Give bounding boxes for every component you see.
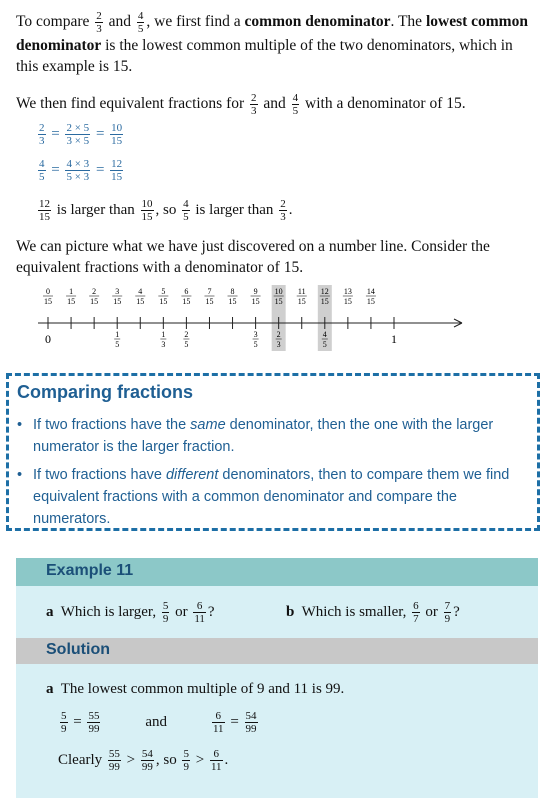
top-label-numerator: 0 — [46, 287, 50, 296]
bottom-label-numerator: 1 — [161, 330, 166, 339]
bottom-label-denominator: 5 — [115, 340, 120, 349]
example-title: Example 11 — [46, 562, 134, 579]
top-label-numerator: 11 — [297, 287, 306, 296]
top-label-numerator: 10 — [274, 287, 283, 296]
bottom-label-denominator: 3 — [161, 340, 166, 349]
solution-title: Solution — [46, 641, 110, 658]
top-label-numerator: 13 — [343, 287, 352, 296]
example-part-a: a Which is larger, $\frac{5}{9}$ or $\frac{6}{11}$ ? — [46, 600, 215, 625]
solution-conclusion: Clearly $\frac{55}{99}$ > $\frac{54}{99}$ , so $\frac{5}{9}$ > $\frac{6}{11}$ . — [58, 748, 229, 773]
bottom-label-numerator: 3 — [253, 330, 258, 339]
number-line — [0, 283, 552, 353]
bullet-different-denominator: • If two fractions have different denominators, then to compare them we find equivalent fractions with a common denominator and compare the numerators. — [17, 464, 517, 530]
top-label-numerator: 7 — [207, 287, 212, 296]
comparing-title: Comparing fractions — [17, 382, 194, 402]
solution-line-1: a The lowest common multiple of 9 and 11 is 99. — [46, 681, 345, 697]
top-label-denominator: 15 — [343, 297, 352, 306]
top-label-denominator: 15 — [159, 297, 168, 306]
bottom-label-numerator: 1 — [115, 330, 120, 339]
bottom-label-numerator: 2 — [276, 330, 281, 339]
top-label-numerator: 9 — [253, 287, 258, 296]
bottom-label-denominator: 5 — [253, 340, 258, 349]
top-label-numerator: 6 — [184, 287, 189, 296]
top-label-denominator: 15 — [44, 297, 52, 306]
top-label-numerator: 14 — [366, 287, 375, 296]
solution-header — [16, 638, 538, 664]
bottom-label-numerator: 2 — [184, 330, 189, 339]
example-part-b: b Which is smaller, $\frac{6}{7}$ or $\frac{7}{9}$ ? — [286, 600, 460, 625]
equivalent-fractions-sentence: We then find equivalent fractions for $\frac{2}{3}$ and $\frac{4}{5}$ with a denominator of 15. — [16, 92, 466, 117]
top-label-numerator: 2 — [92, 287, 97, 296]
top-label-denominator: 15 — [182, 297, 191, 306]
comparison-line: $\frac{12}{15}$ is larger than $\frac{10}{15}$ , so $\frac{4}{5}$ is larger than $\frac{2}{3}$ . — [39, 198, 293, 223]
bottom-label-denominator: 5 — [322, 340, 327, 349]
equation-four-fifths: $\frac{4}{5}$ = $\frac{4 \times 3}{5 \times 3}$ = $\frac{12}{15}$ — [39, 158, 123, 183]
top-label-numerator: 5 — [161, 287, 166, 296]
intro-paragraph: To compare $\frac{2}{3}$ and $\frac{4}{5}$ , we first find a common denominator. The lowest common denominator is the lowest common multiple of the two denominators, which in this example is 15. — [16, 10, 528, 75]
bottom-label-denominator: 3 — [276, 340, 281, 349]
top-label-denominator: 15 — [366, 297, 375, 306]
bullet-same-denominator: • If two fractions have the same denominator, then the one with the larger numerator is the larger fraction. — [17, 414, 517, 458]
top-label-denominator: 15 — [320, 297, 329, 306]
top-label-denominator: 15 — [297, 297, 306, 306]
zero-label: 0 — [45, 332, 51, 346]
bottom-label-denominator: 5 — [184, 340, 189, 349]
example-header — [16, 558, 538, 586]
one-label: 1 — [391, 332, 397, 346]
example-body — [16, 586, 538, 638]
top-label-denominator: 15 — [136, 297, 145, 306]
top-label-numerator: 3 — [115, 287, 120, 296]
bullet-icon: • — [17, 467, 23, 483]
bottom-label-numerator: 4 — [322, 330, 327, 339]
top-label-denominator: 15 — [67, 297, 76, 306]
solution-equations: $\frac{5}{9}$ = $\frac{55}{99}$ and $\frac{6}{11}$ = $\frac{54}{99}$ — [61, 710, 257, 735]
top-label-denominator: 15 — [251, 297, 260, 306]
comparing-fractions-box — [6, 373, 540, 531]
top-label-numerator: 1 — [69, 287, 74, 296]
top-label-numerator: 12 — [320, 287, 329, 296]
solution-body — [16, 664, 538, 798]
top-label-denominator: 15 — [205, 297, 214, 306]
top-label-denominator: 15 — [228, 297, 237, 306]
top-label-denominator: 15 — [113, 297, 122, 306]
top-label-denominator: 15 — [90, 297, 99, 306]
top-label-numerator: 4 — [138, 287, 143, 296]
bullet-icon: • — [17, 417, 23, 433]
number-line-intro: We can picture what we have just discovered on a number line. Consider the equivalent fractions with a denominator of 15. — [16, 238, 490, 276]
top-label-denominator: 15 — [274, 297, 283, 306]
top-label-numerator: 8 — [230, 287, 235, 296]
equation-two-thirds: $\frac{2}{3}$ = $\frac{2 \times 5}{3 \times 5}$ = $\frac{10}{15}$ — [39, 122, 123, 147]
